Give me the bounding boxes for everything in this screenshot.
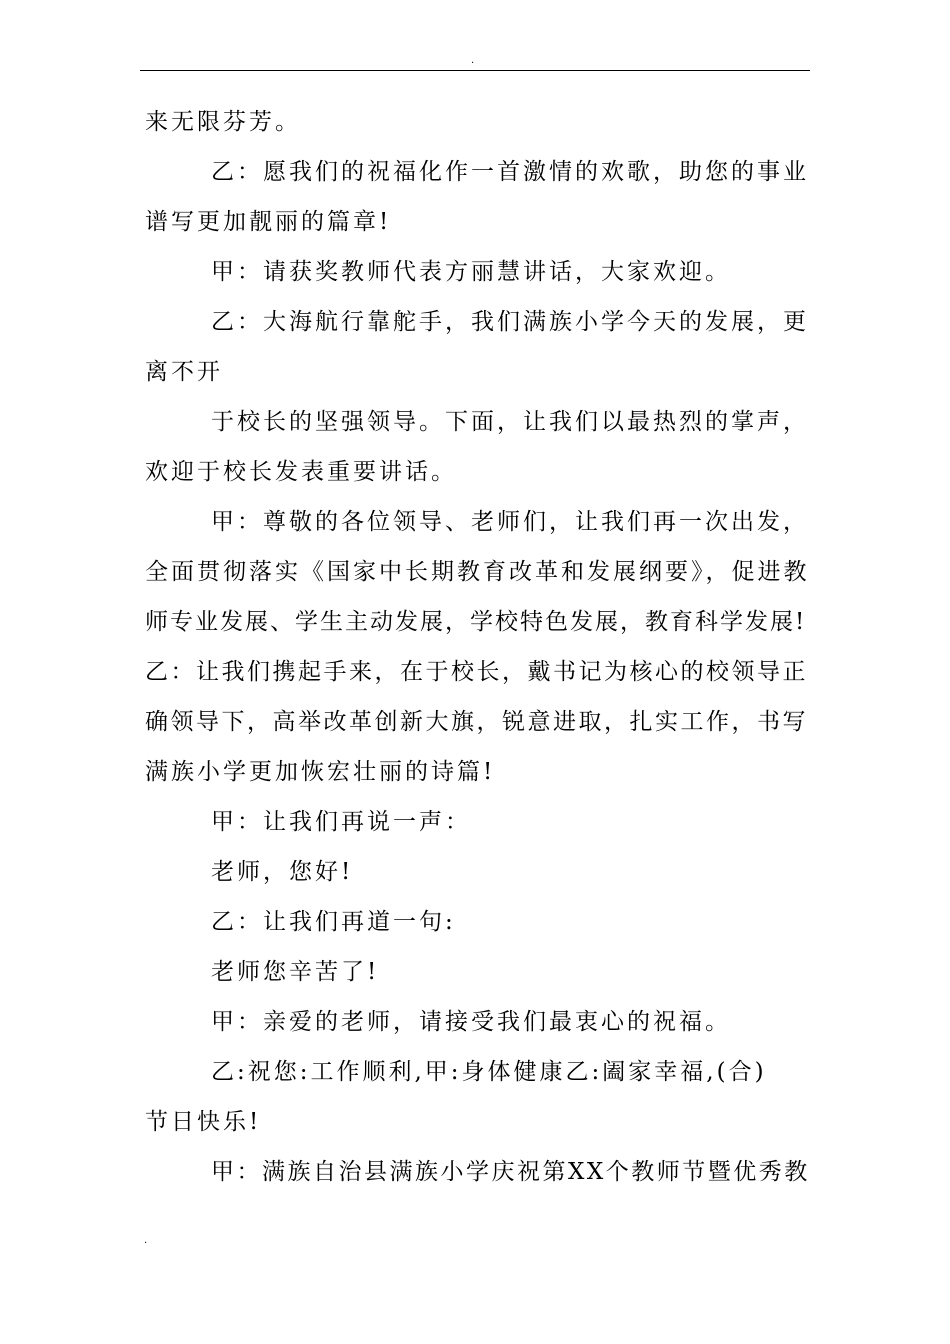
text-line: 节日快乐! [145,1109,262,1135]
text-line: 乙：愿我们的祝福化作一首激情的欢歌，助您的事业 [211,159,809,185]
header-mark: . [471,55,475,66]
text-line: 满族小学更加恢宏壮丽的诗篇! [145,759,496,785]
text-line: 老师您辛苦了! [211,959,380,985]
text-line: 谱写更加靓丽的篇章! [145,209,392,235]
text-line: 来无限芬芳。 [145,109,301,135]
text-line: 师专业发展、学生主动发展，学校特色发展，教育科学发展! [145,609,807,635]
text-line: 确领导下，高举改革创新大旗，锐意进取，扎实工作，书写 [145,709,808,735]
text-line: 乙：让我们携起手来，在于校长，戴书记为核心的校领导正 [145,659,808,685]
text-line: 乙:祝您:工作顺利,甲:身体健康乙:阖家幸福,(合) [211,1059,767,1085]
text-line: 欢迎于校长发表重要讲话。 [145,459,457,485]
text-line: 甲：请获奖教师代表方丽慧讲话，大家欢迎。 [211,259,731,285]
text-line: 甲：满族自治县满族小学庆祝第XX个教师节暨优秀教 [211,1159,810,1185]
text-line: 乙：大海航行靠舵手，我们满族小学今天的发展，更 [211,309,809,335]
text-line: 甲：让我们再说一声： [211,809,471,835]
text-line: 离不开 [145,359,223,385]
text-line: 甲：亲爱的老师，请接受我们最衷心的祝福。 [211,1009,731,1035]
header-rule [140,70,810,71]
footer-mark: . [144,1235,148,1246]
text-line: 于校长的坚强领导。下面，让我们以最热烈的掌声， [211,409,809,435]
text-line: 老师，您好! [211,859,354,885]
text-line: 甲：尊敬的各位领导、老师们，让我们再一次出发， [211,509,809,535]
document-body [145,97,810,1197]
text-line: 全面贯彻落实《国家中长期教育改革和发展纲要》，促进教 [145,559,810,585]
text-line: 乙：让我们再道一句: [211,909,456,935]
